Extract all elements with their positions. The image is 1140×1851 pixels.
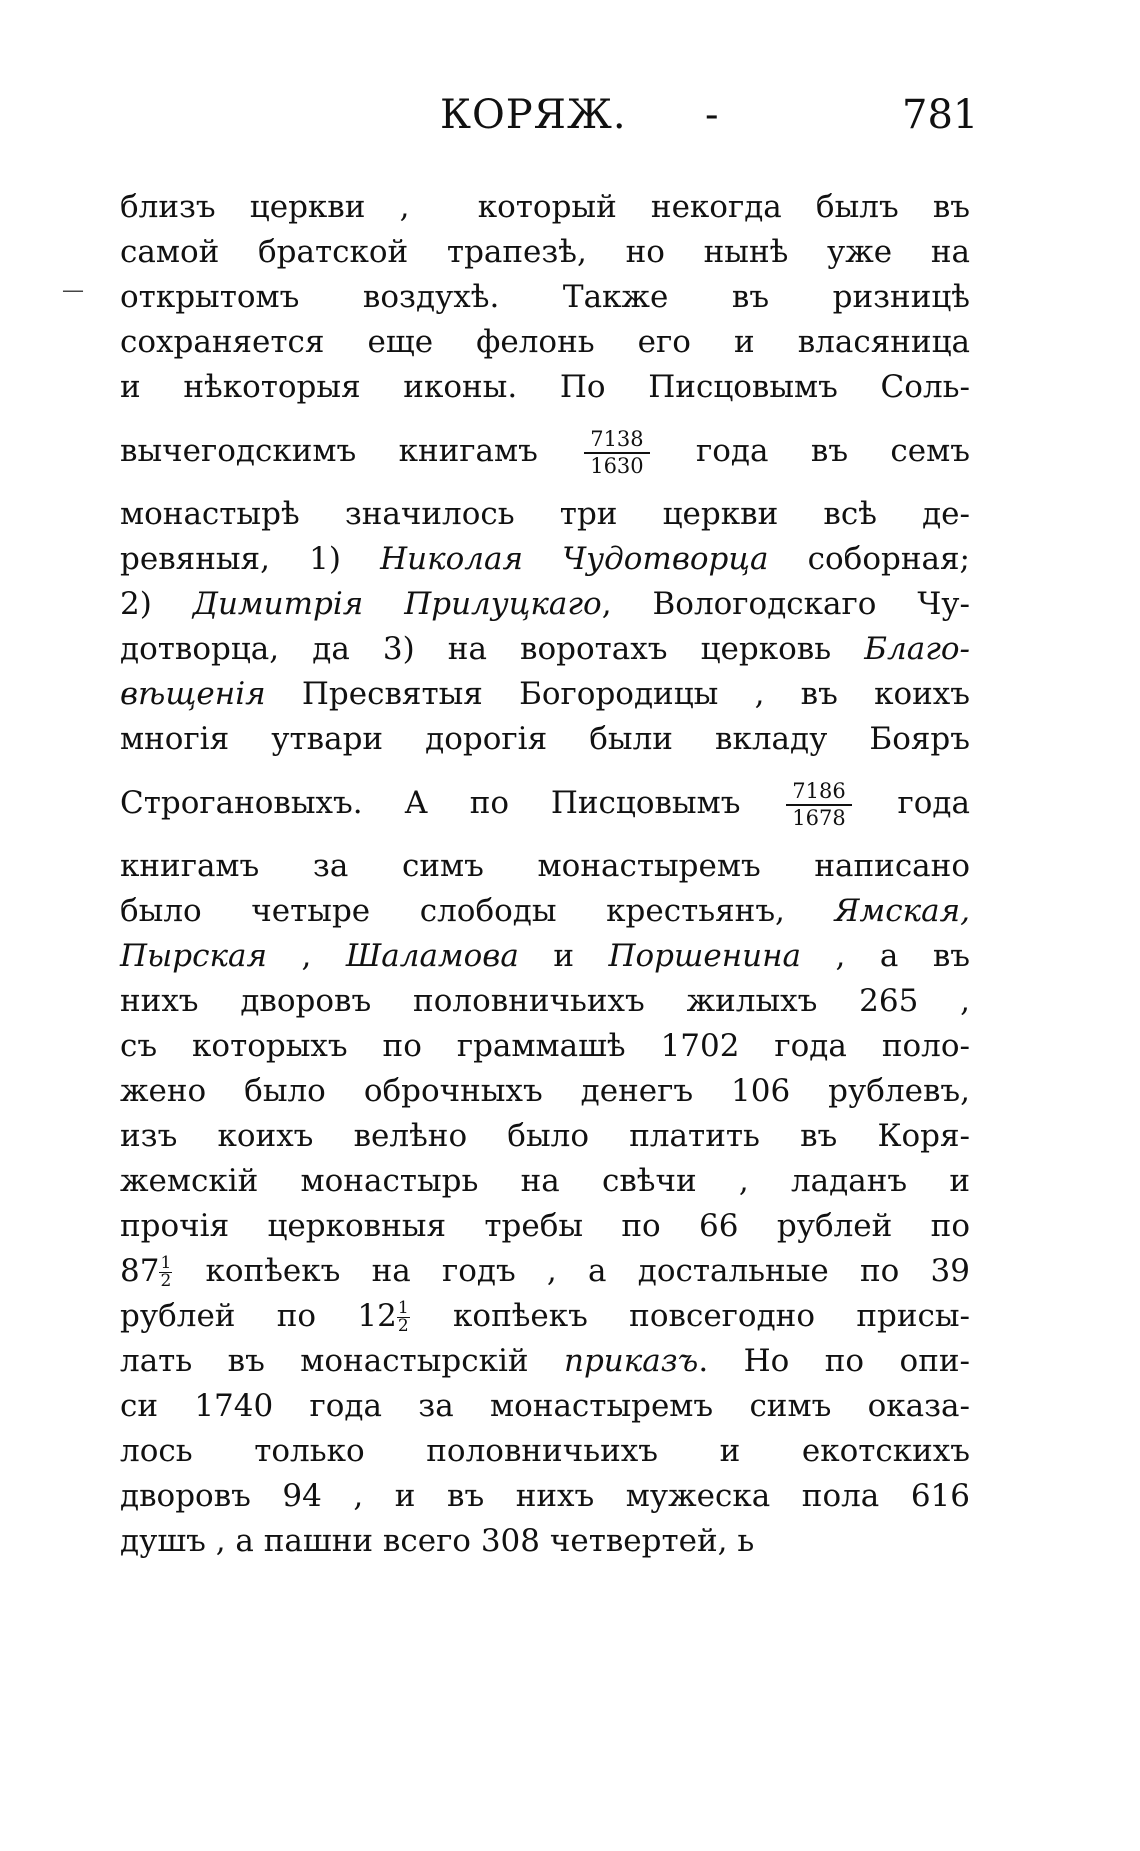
- text-line: [120, 934, 970, 979]
- text-segment: , а въ: [801, 938, 971, 974]
- text-line: [120, 1339, 970, 1384]
- date-fraction: [786, 778, 851, 830]
- text-segment: лать въ монастырскій: [120, 1343, 564, 1379]
- text-segment: книгамъ за симъ монастыремъ написано: [120, 848, 970, 884]
- text-line: [120, 1204, 970, 1249]
- text-line: [120, 492, 970, 537]
- text-segment: дворовъ 94 , и въ нихъ мужеска пола 616: [120, 1478, 970, 1514]
- text-segment: ревяныя, 1): [120, 541, 381, 577]
- text-segment: копѣекъ на годъ , а достальные по 39: [174, 1253, 970, 1289]
- text-line: [120, 889, 970, 934]
- italic-text: Димитрія Прилуцкаго: [192, 586, 602, 622]
- text-line: [120, 1249, 970, 1294]
- italic-text: Шаламова: [345, 938, 519, 974]
- text-segment: 87: [120, 1253, 160, 1289]
- text-segment: и нѣкоторыя иконы. По Писцовымъ Соль-: [120, 369, 970, 405]
- half-fraction: [159, 1255, 172, 1290]
- text-segment: изъ коихъ велѣно было платить въ Коря-: [120, 1118, 970, 1154]
- text-line: [120, 320, 970, 365]
- text-segment: открытомъ воздухѣ. Также въ ризницѣ: [120, 279, 970, 315]
- text-line: [120, 1294, 970, 1339]
- text-line: [120, 1519, 970, 1564]
- text-line: [120, 582, 970, 627]
- text-line: [120, 1024, 970, 1069]
- text-line: [120, 762, 970, 844]
- text-segment: года: [855, 785, 970, 821]
- text-segment: соборная;: [768, 541, 970, 577]
- text-segment: 2): [120, 586, 193, 622]
- text-line: [120, 627, 970, 672]
- italic-text: Ямская,: [834, 893, 970, 929]
- text-segment: многія утвари дорогія были вкладу Бояръ: [120, 721, 970, 757]
- half-fraction: [397, 1300, 410, 1335]
- text-line: [120, 979, 970, 1024]
- text-line: [120, 844, 970, 889]
- text-segment: си 1740 года за монастыремъ симъ оказа-: [120, 1388, 970, 1424]
- text-line: [120, 365, 970, 410]
- text-segment: жемскій монастырь на свѣчи , ладанъ и: [120, 1163, 970, 1199]
- fraction-numerator: 1: [397, 1298, 409, 1318]
- fraction-numerator: 1: [160, 1253, 172, 1273]
- text-segment: лось только половничьихъ и екотскихъ: [120, 1433, 970, 1469]
- text-segment: , Вологодскаго Чу-: [601, 586, 971, 622]
- text-segment: было четыре слободы крестьянъ,: [120, 893, 835, 929]
- text-line: [120, 1429, 970, 1474]
- fraction-denominator: 1678: [792, 805, 846, 830]
- italic-text: вѣщенія: [120, 676, 266, 712]
- text-segment: нихъ дворовъ половничьихъ жилыхъ 265 ,: [120, 983, 970, 1019]
- text-segment: и: [518, 938, 609, 974]
- text-segment: жено было оброчныхъ денегъ 106 рублевъ,: [120, 1073, 970, 1109]
- text-segment: прочія церковныя требы по 66 рублей по: [120, 1208, 970, 1244]
- text-segment: Пресвятыя Богородицы , въ коихъ: [265, 676, 970, 712]
- text-segment: дотворца, да 3) на воротахъ церковь: [120, 631, 865, 667]
- text-line: [120, 1069, 970, 1114]
- italic-text: приказъ: [563, 1343, 699, 1379]
- text-segment: года въ семъ: [653, 433, 970, 469]
- text-segment: близъ церкви , который некогда былъ въ: [120, 189, 970, 225]
- text-segment: ,: [267, 938, 346, 974]
- text-segment: копѣекъ повсегодно присы-: [411, 1298, 970, 1334]
- text-segment: рублей по 12: [120, 1298, 397, 1334]
- italic-text: Поршенина: [608, 938, 802, 974]
- page-number: 781: [902, 92, 979, 138]
- fraction-numerator: 7138: [584, 429, 649, 454]
- italic-text: Николая Чудотворца: [380, 541, 769, 577]
- running-header: [0, 92, 1140, 152]
- text-line: [120, 410, 970, 492]
- text-line: [120, 672, 970, 717]
- text-segment: самой братской трапезѣ, но нынѣ уже на: [120, 234, 970, 270]
- text-segment: . Но по опи-: [698, 1343, 971, 1379]
- text-segment: монастырѣ значилось три церкви всѣ де-: [120, 496, 970, 532]
- italic-text: Пырская: [120, 938, 268, 974]
- text-segment: Строгановыхъ. А по Писцовымъ: [120, 785, 783, 821]
- fraction-denominator: 1630: [590, 453, 644, 478]
- text-segment: съ которыхъ по граммашѣ 1702 года поло-: [120, 1028, 970, 1064]
- fraction-numerator: 7186: [786, 781, 851, 806]
- header-dash: -: [705, 92, 719, 138]
- text-line: [120, 275, 970, 320]
- italic-text: Благо-: [864, 631, 970, 667]
- text-line: [120, 1384, 970, 1429]
- text-line: [120, 1474, 970, 1519]
- text-segment: вычегодскимъ книгамъ: [120, 433, 581, 469]
- text-line: [120, 185, 970, 230]
- text-line: [120, 717, 970, 762]
- fraction-denominator: 2: [160, 1271, 172, 1291]
- fraction-denominator: 2: [397, 1316, 409, 1336]
- running-title: КОРЯЖ.: [440, 92, 627, 138]
- text-line: [120, 1114, 970, 1159]
- margin-mark: —: [62, 278, 84, 303]
- date-fraction: [584, 426, 649, 478]
- text-segment: душъ , а пашни всего 308 четвертей, ь: [120, 1523, 755, 1559]
- text-line: [120, 230, 970, 275]
- text-segment: сохраняется еще фелонь его и власяница: [120, 324, 970, 360]
- body-text: [120, 185, 970, 1564]
- text-line: [120, 537, 970, 582]
- text-line: [120, 1159, 970, 1204]
